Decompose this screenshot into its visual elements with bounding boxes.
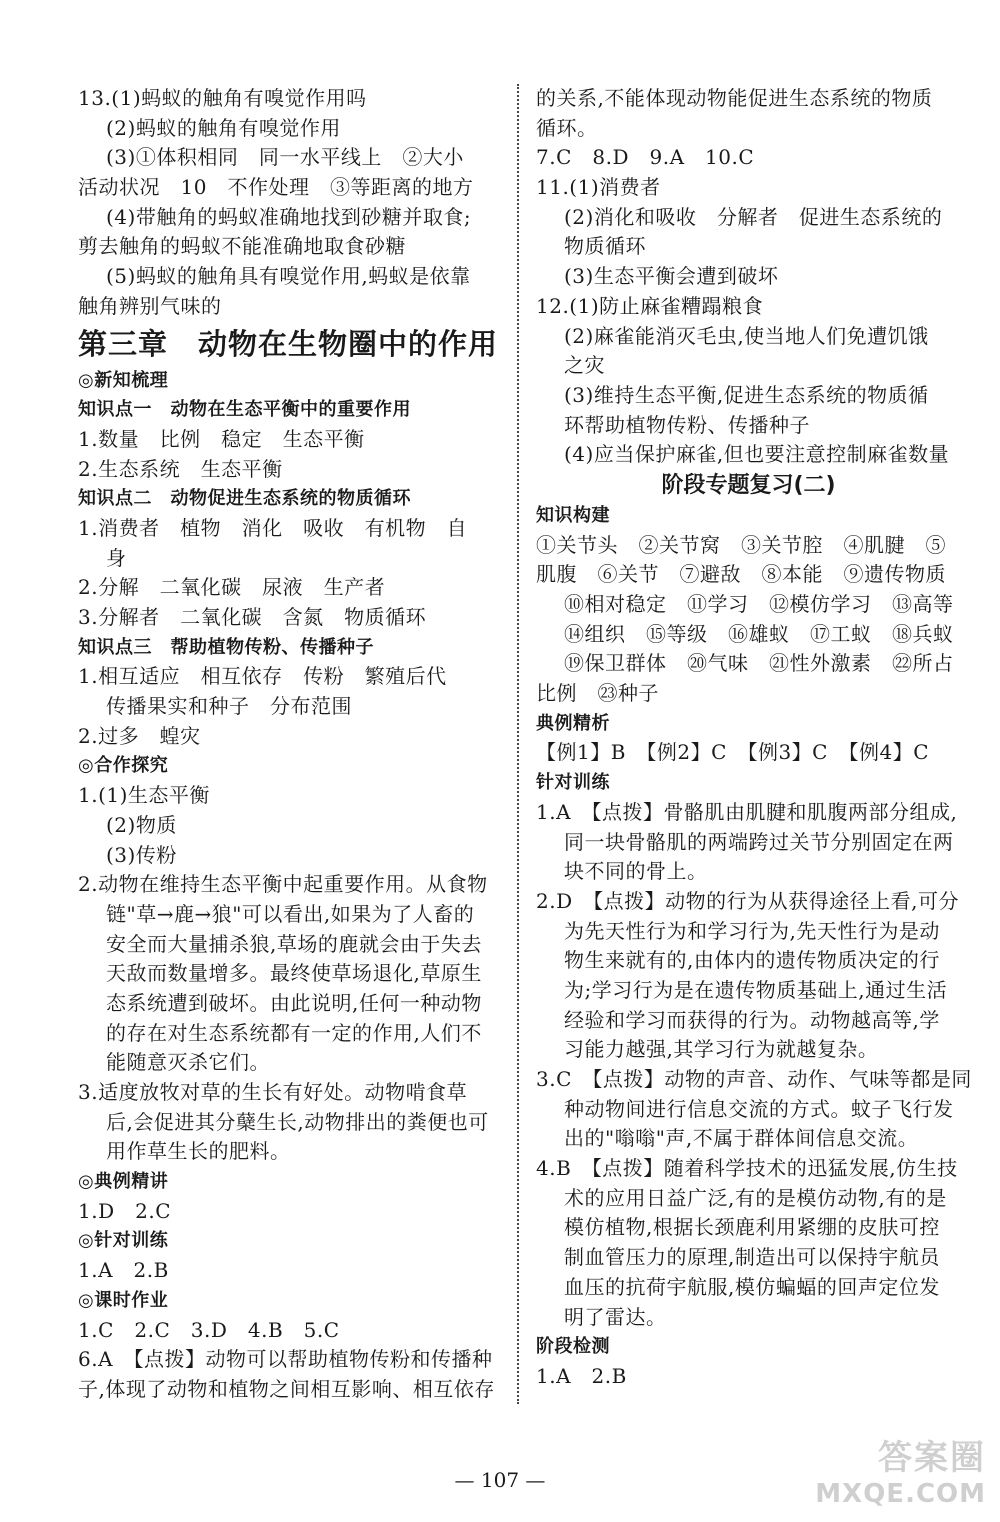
- text-line: 安全而大量捕杀狼,草场的鹿就会由于失去: [106, 931, 482, 956]
- text-line: 环帮助植物传粉、传播种子: [564, 412, 810, 437]
- text-line: 天敌而数量增多。最终使草场退化,草原生: [106, 961, 482, 986]
- text-line: 1.D 2.C: [78, 1198, 172, 1223]
- text-line: 6.A 【点拨】动物可以帮助植物传粉和传播种: [78, 1347, 493, 1372]
- text-line: 7.C 8.D 9.A 10.C: [536, 145, 755, 170]
- text-line: (2)蚂蚁的触角有嗅觉作用: [106, 115, 341, 140]
- text-line: 链"草→鹿→狼"可以看出,如果为了人畜的: [106, 901, 475, 926]
- page-number: — 107 —: [454, 1468, 546, 1492]
- text-line: 传播果实和种子 分布范围: [106, 694, 352, 719]
- section-heading: ◎合作探究: [78, 755, 169, 777]
- text-line: 2.过多 蝗灾: [78, 723, 201, 748]
- text-line: 血压的抗荷宇航服,模仿蝙蝠的回声定位发: [564, 1274, 940, 1299]
- column-divider: [517, 84, 519, 1404]
- text-line: 2.D 【点拨】动物的行为从获得途径上看,可分: [536, 888, 959, 913]
- section-heading: 阶段检测: [536, 1336, 610, 1358]
- text-line: 之灾: [564, 353, 605, 378]
- text-line: 比例 ㉓种子: [536, 681, 659, 706]
- watermark-url: MXQE.COM: [815, 1479, 986, 1509]
- text-line: 态系统遭到破坏。由此说明,任何一种动物: [106, 990, 482, 1015]
- text-line: (3)维持生态平衡,促进生态系统的物质循: [564, 382, 929, 407]
- text-line: 身: [106, 545, 127, 570]
- section-heading: ◎典例精讲: [78, 1171, 169, 1193]
- text-line: 经验和学习而获得的行为。动物越高等,学: [564, 1007, 940, 1032]
- text-line: 1.消费者 植物 消化 吸收 有机物 自: [78, 515, 468, 540]
- text-line: 1.数量 比例 稳定 生态平衡: [78, 426, 365, 451]
- text-line: 活动状况 10 不作处理 ③等距离的地方: [78, 175, 474, 200]
- text-line: 3.C 【点拨】动物的声音、动作、气味等都是同: [536, 1067, 972, 1091]
- text-line: 1.A 2.B: [78, 1258, 169, 1283]
- text-line: (2)消化和吸收 分解者 促进生态系统的: [564, 204, 943, 229]
- text-line: 明了雷达。: [564, 1304, 667, 1329]
- watermark: [766, 1430, 986, 1510]
- text-line: 剪去触角的蚂蚁不能准确地取食砂糖: [78, 234, 406, 259]
- text-line: 物质循环: [564, 234, 646, 259]
- text-line: 1.A 2.B: [536, 1363, 627, 1388]
- text-line: 1.相互适应 相互依存 传粉 繁殖后代: [78, 664, 447, 689]
- text-line: 触角辨别气味的: [78, 293, 222, 318]
- section-heading: 知识构建: [536, 504, 610, 526]
- text-line: 1.A 【点拨】骨骼肌由肌腱和肌腹两部分组成,: [536, 799, 958, 824]
- text-line: 能随意灭杀它们。: [106, 1050, 270, 1075]
- text-line: 的存在对生态系统都有一定的作用,人们不: [106, 1020, 482, 1045]
- text-line: 习能力越强,其学习行为就越复杂。: [564, 1037, 879, 1062]
- text-line: 1.C 2.C 3.D 4.B 5.C: [78, 1317, 340, 1342]
- text-line: (2)物质: [106, 812, 177, 837]
- text-line: 循环。: [536, 115, 598, 140]
- chapter-title: 第三章 动物在生物圈中的作用: [78, 326, 499, 361]
- text-line: 1.(1)生态平衡: [78, 783, 210, 808]
- section-heading: ◎课时作业: [78, 1289, 169, 1311]
- section-heading: 知识点一 动物在生态平衡中的重要作用: [78, 399, 411, 421]
- text-line: 肌腹 ⑥关节 ⑦避敌 ⑧本能 ⑨遗传物质: [536, 562, 946, 587]
- text-line: 【例1】B 【例2】C 【例3】C 【例4】C: [536, 740, 930, 765]
- text-line: (5)蚂蚁的触角具有嗅觉作用,蚂蚁是依靠: [106, 264, 471, 289]
- text-line: 11.(1)消费者: [536, 175, 661, 200]
- text-line: 种动物间进行信息交流的方式。蚊子飞行发: [564, 1096, 954, 1121]
- watermark-logo: 答案圈: [878, 1438, 986, 1478]
- text-line: (3)①体积相同 同一水平线上 ②大小: [106, 145, 464, 170]
- text-line: 2.生态系统 生态平衡: [78, 456, 283, 481]
- section-heading: 知识点三 帮助植物传粉、传播种子: [78, 636, 374, 658]
- section-heading: 针对训练: [536, 772, 610, 794]
- text-line: 13.(1)蚂蚁的触角有嗅觉作用吗: [78, 86, 367, 110]
- text-line: (3)传粉: [106, 842, 177, 867]
- text-line: 为先天性行为和学习行为,先天性行为是动: [564, 918, 940, 943]
- text-line: 为;学习行为是在遗传物质基础上,通过生活: [564, 977, 948, 1002]
- text-line: (4)带触角的蚂蚁准确地找到砂糖并取食;: [106, 204, 472, 229]
- text-line: 用作草生长的肥料。: [106, 1139, 291, 1164]
- section-heading: ◎针对训练: [78, 1230, 169, 1252]
- text-line: 出的"嗡嗡"声,不属于群体间信息交流。: [564, 1126, 919, 1151]
- text-line: ⑲保卫群体 ⑳气味 ㉑性外激素 ㉒所占: [564, 651, 954, 676]
- text-line: 同一块骨骼肌的两端跨过关节分别固定在两: [564, 829, 954, 854]
- text-line: 3.分解者 二氧化碳 含氮 物质循环: [78, 605, 427, 629]
- text-line: 后,会促进其分蘖生长,动物排出的粪便也可: [106, 1109, 489, 1134]
- text-line: 块不同的骨上。: [564, 859, 708, 884]
- text-line: 子,体现了动物和植物之间相互影响、相互依存: [78, 1376, 495, 1401]
- text-line: (4)应当保护麻雀,但也要注意控制麻雀数量: [564, 442, 950, 467]
- text-line: ⑩相对稳定 ⑪学习 ⑫模仿学习 ⑬高等: [564, 592, 954, 616]
- text-line: 的关系,不能体现动物能促进生态系统的物质: [536, 86, 933, 110]
- section-heading: 典例精析: [536, 712, 610, 734]
- text-line: 3.适度放牧对草的生长有好处。动物啃食草: [78, 1080, 468, 1104]
- section-heading: ◎新知梳理: [78, 369, 169, 391]
- text-line: 12.(1)防止麻雀糟蹋粮食: [536, 293, 764, 318]
- text-line: 术的应用日益广泛,有的是模仿动物,有的是: [564, 1185, 947, 1210]
- text-line: ①关节头 ②关节窝 ③关节腔 ④肌腱 ⑤: [536, 532, 946, 557]
- text-line: 物生来就有的,由体内的遗传物质决定的行: [564, 948, 940, 973]
- left-column: [78, 84, 498, 1405]
- text-line: 2.分解 二氧化碳 尿液 生产者: [78, 575, 386, 600]
- section-heading: 知识点二 动物促进生态系统的物质循环: [78, 488, 411, 510]
- text-line: ⑭组织 ⑮等级 ⑯雄蚁 ⑰工蚁 ⑱兵蚁: [564, 621, 954, 646]
- text-line: 2.动物在维持生态平衡中起重要作用。从食物: [78, 872, 488, 897]
- section-title: 阶段专题复习(二): [661, 472, 836, 498]
- text-line: 模仿植物,根据长颈鹿利用紧绷的皮肤可控: [564, 1215, 940, 1240]
- text-line: (3)生态平衡会遭到破坏: [564, 264, 779, 289]
- text-line: (2)麻雀能消灭毛虫,使当地人们免遭饥饿: [564, 323, 929, 348]
- text-line: 制血管压力的原理,制造出可以保持宇航员: [564, 1245, 940, 1270]
- text-line: 4.B 【点拨】随着科学技术的迅猛发展,仿生技: [536, 1156, 958, 1181]
- right-column: [536, 84, 972, 1392]
